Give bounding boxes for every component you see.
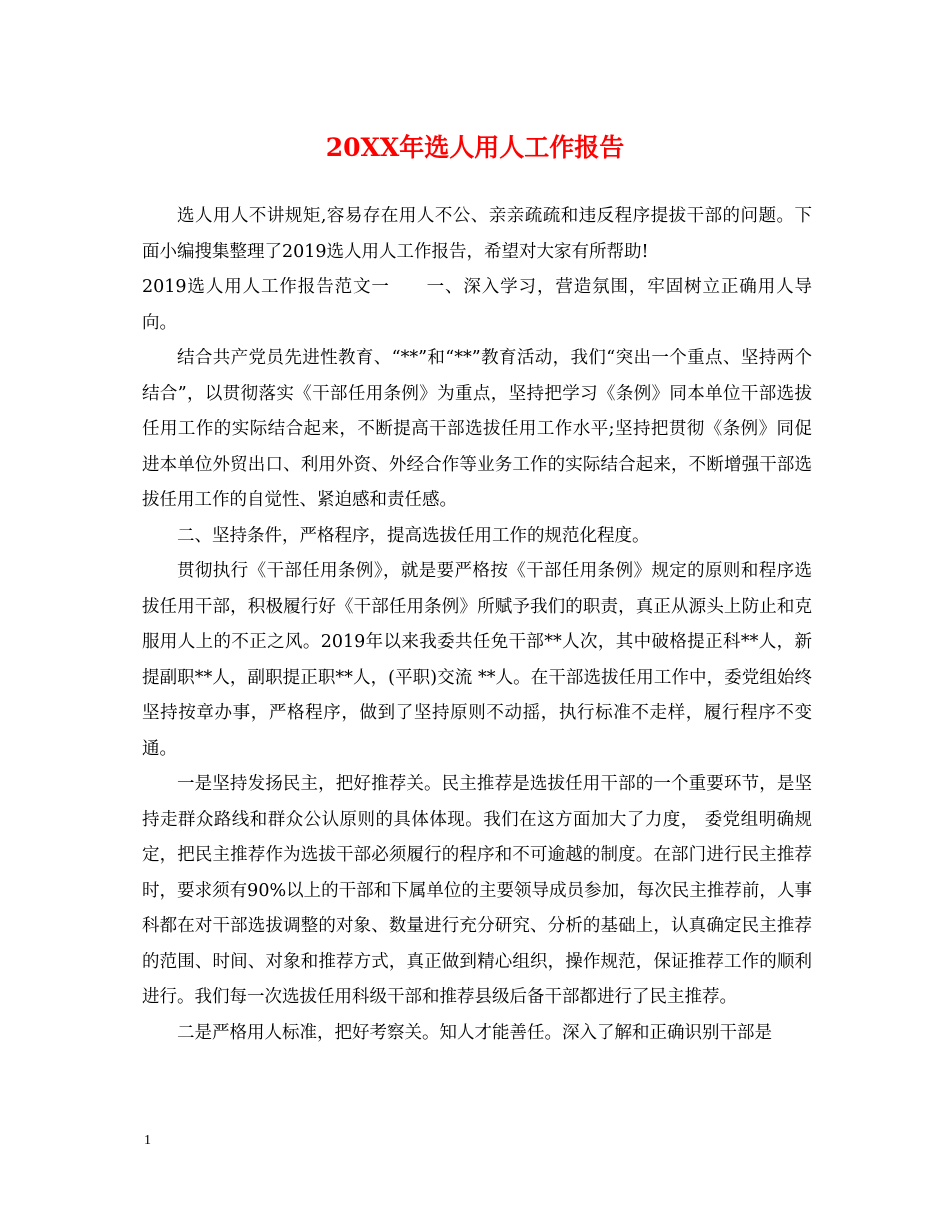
document-body [142, 199, 812, 1051]
paragraph-section-two-heading: 二、坚持条件，严格程序，提高选拔任用工作的规范化程度。 [177, 525, 650, 546]
page-number: 1 [144, 1133, 151, 1148]
paragraph-sample-heading: 2019选人用人工作报告范文一 一、深入学习，营造氛围，牢固树立正确用人导向。 [142, 277, 812, 333]
paragraph-standards: 二是严格用人标准，把好考察关。知人才能善任。深入了解和正确识别干部是 [177, 1022, 772, 1043]
paragraph-democracy: 一是坚持发扬民主，把好推荐关。民主推荐是选拔任用干部的一个重要环节，是坚持走群众路线和群众公认原则的具体体现。我们在这方面加大了力度， 委党组明确规定，把民主推荐作为选拔干部必须履行的程序和不可逾越的制度。在部门进行民主推荐时，要求须有90%以上的干部和下属单位的主要领导成员参加，每次民主推荐前，人事科都在对干部选拔调整的对象、数量进行充分研究、分析的基础上，认真确定民主推荐的范围、时间、对象和推荐方式，真正做到精心组织，操作规范，保证推荐工作的顺利进行。我们每一次选拔任用科级干部和推荐县级后备干部都进行了民主推荐。 [142, 774, 812, 1007]
paragraph-learning: 结合共产党员先进性教育、“**”和“**”教育活动，我们“突出一个重点、坚持两个结合”，以贯彻落实《干部任用条例》为重点，坚持把学习《条例》同本单位干部选拔任用工作的实际结合起来，不断提高干部选拔任用工作水平;坚持把贯彻《条例》同促进本单位外贸出口、利用外资、外经合作等业务工作的实际结合起来，不断增强干部选拔任用工作的自觉性、紧迫感和责任感。 [142, 348, 812, 510]
paragraph-intro: 选人用人不讲规矩,容易存在用人不公、亲亲疏疏和违反程序提拔干部的问题。下面小编搜集整理了2019选人用人工作报告，希望对大家有所帮助! [142, 206, 812, 262]
paragraph-regulations: 贯彻执行《干部任用条例》，就是要严格按《干部任用条例》规定的原则和程序选拔任用干部，积极履行好《干部任用条例》所赋予我们的职责，真正从源头上防止和克服用人上的不正之风。2019年以来我委共任免干部**人次，其中破格提正科**人，新提副职**人，副职提正职**人，(平职)交流 **人。在干部选拔任用工作中，委党组始终坚持按章办事，严格程序，做到了坚持原则不动摇，执行标准不走样，履行程序不变通。 [142, 561, 812, 759]
document-title: 20XX年选人用人工作报告 [325, 133, 625, 162]
